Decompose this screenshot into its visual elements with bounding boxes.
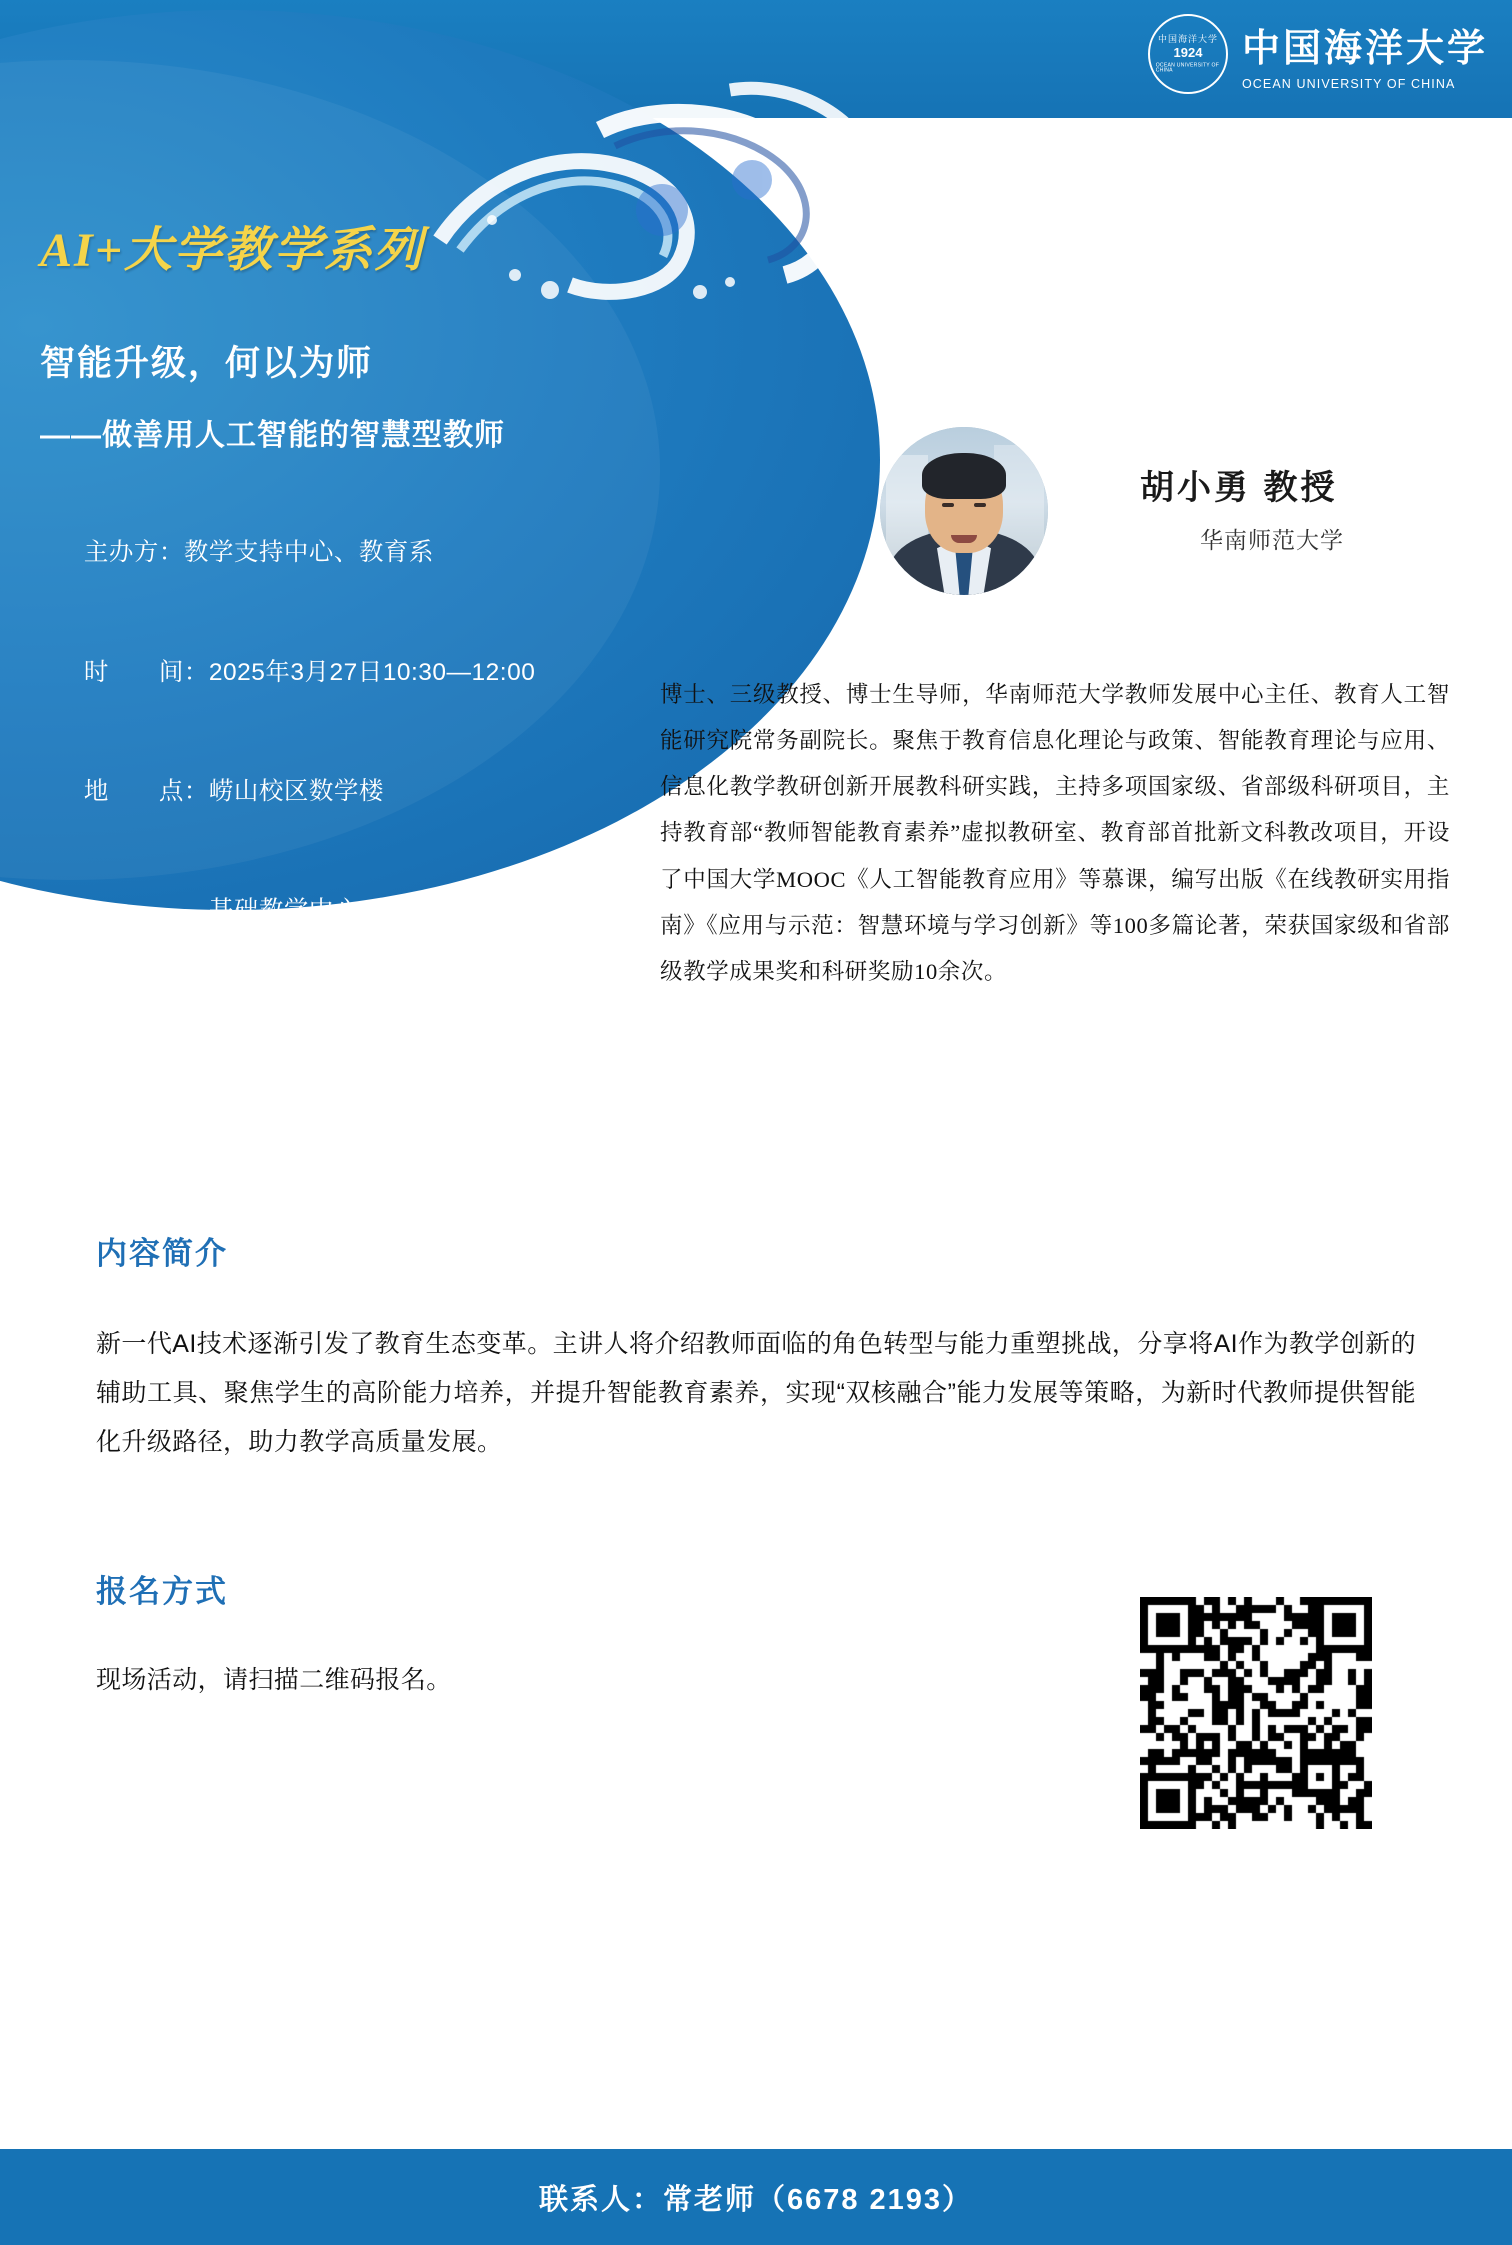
organizer-label: 主办方： [83, 539, 184, 567]
footer-contact-text: 联系人：常老师（6678 2193） [538, 2183, 974, 2216]
avatar-eye-left [942, 503, 954, 507]
seal-bottom-text: OCEAN UNIVERSITY OF CHINA [1155, 62, 1220, 73]
meta-row-place [40, 732, 680, 851]
registration-qr-code[interactable] [1140, 1597, 1372, 1829]
university-logo [1148, 14, 1488, 94]
place-label: 地 点： [83, 777, 209, 805]
time-label: 时 间： [83, 658, 209, 686]
place-value: 崂山校区数学楼 [208, 777, 384, 805]
poster-info-block [40, 225, 680, 970]
section-heading-introduction: 内容简介 [96, 1236, 228, 1271]
speaker-biography: 博士、三级教授、博士生导师，华南师范大学教师发展中心主任、教育人工智能研究院常务副院长。聚焦于教育信息化理论与政策、智能教育理论与应用、信息化教学教研创新开展教科研实践，主持多项国家级、省部级科研项目，主持教育部“教师智能教育素养”虚拟教研室、教育部首批新文科教改项目，开设了中国大学MOOC《人工智能教育应用》等慕课，编写出版《在线教研实用指南》《应用与示范：智慧环境与学习创新》等100多篇论著，荣获国家级和省部级教学成果奖和科研奖励10余次。 [660, 682, 1450, 984]
speaker-avatar [880, 427, 1048, 595]
university-name-cn: 中国海洋大学 [1241, 28, 1488, 70]
section-body-registration: 现场活动，请扫描二维码报名。 [96, 1666, 452, 1694]
series-title: AI+大学教学系列 [40, 224, 425, 277]
time-value: 2025年3月27日10:30—12:00 [208, 658, 536, 686]
university-seal-icon [1148, 14, 1228, 94]
meta-row-organizer [40, 494, 680, 613]
speaker-name: 胡小勇 教授 [1140, 469, 1338, 507]
avatar-hair [922, 453, 1006, 499]
lecture-subtitle: ——做善用人工智能的智慧型教师 [40, 418, 505, 452]
section-heading-registration: 报名方式 [96, 1574, 228, 1609]
meta-row-place-2 [40, 851, 680, 970]
seal-year: 1924 [1173, 44, 1203, 60]
university-name-en: OCEAN UNIVERSITY OF CHINA [1241, 77, 1456, 91]
section-body-introduction: 新一代AI技术逐渐引发了教育生态变革。主讲人将介绍教师面临的角色转型与能力重塑挑战，分享将AI作为教学创新的辅助工具、聚焦学生的高阶能力培养，并提升智能教育素养，实现“双核融合”能力发展等策略，为新时代教师提供智能化升级路径，助力教学高质量发展。 [96, 1330, 1416, 1456]
organizer-value: 教学支持中心、教育系 [183, 539, 434, 567]
qr-code-canvas [1140, 1597, 1372, 1829]
place-value-2: 基础教学中心115 [208, 896, 400, 924]
speaker-organization: 华南师范大学 [1200, 527, 1344, 553]
footer-bar [0, 2149, 1512, 2245]
seal-top-text: 中国海洋大学 [1157, 33, 1218, 44]
lecture-meta [40, 494, 680, 970]
avatar-mouth [951, 535, 977, 543]
avatar-eye-right [974, 503, 986, 507]
meta-row-time [40, 613, 680, 732]
lecture-title: 智能升级，何以为师 [40, 343, 374, 383]
